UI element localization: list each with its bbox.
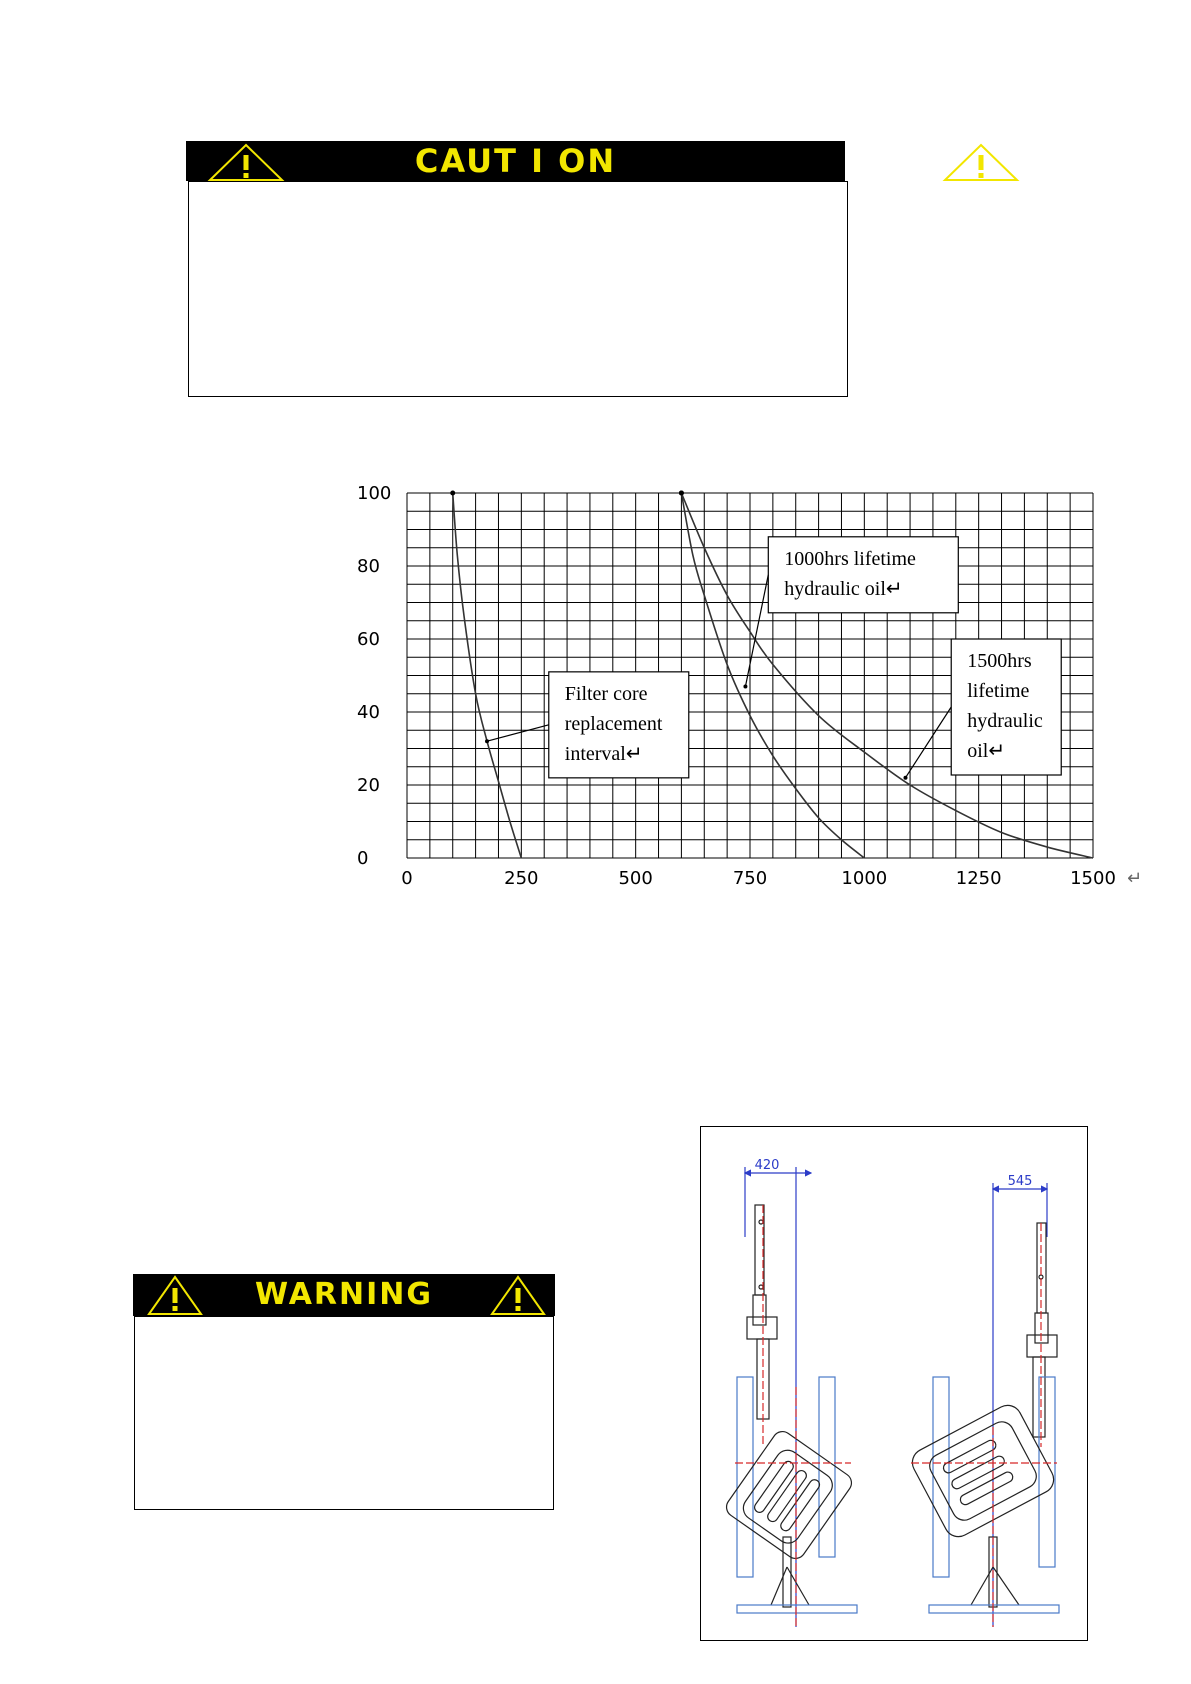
x-tick-label: 250: [504, 868, 539, 889]
series-start-point-filter: [450, 491, 455, 496]
x-tick-label: 1250: [955, 868, 1002, 889]
callout-text-filter: replacement: [564, 712, 663, 735]
right-assembly: [907, 1183, 1059, 1627]
y-tick-label: 80: [357, 556, 380, 577]
callout-leader-tip-oil1500: [903, 776, 907, 780]
caution-banner: [186, 141, 845, 181]
warning-triangle-icon: [488, 1274, 548, 1316]
warning-body: [134, 1316, 554, 1510]
warning-triangle-icon: [941, 141, 1021, 181]
callout-leader-tip-oil1000: [743, 684, 747, 688]
y-tick-label: 60: [357, 629, 380, 650]
callout-text-oil1500: 1500hrs: [967, 650, 1032, 672]
tilt-drawing: [701, 1127, 1087, 1640]
warning-banner: [133, 1274, 555, 1316]
tilt-angle-figure: [700, 1126, 1088, 1641]
y-tick-label: 100: [357, 483, 392, 504]
callout-text-oil1500: oil↵: [967, 740, 1006, 762]
y-tick-label: 20: [357, 775, 380, 796]
callout-leader-tip-filter: [485, 739, 489, 743]
callout-text-oil1000: hydraulic oil↵: [784, 577, 903, 600]
oil-life-chart: [340, 460, 1143, 900]
callout-text-oil1500: lifetime: [967, 680, 1030, 702]
caution-title: CAUT I ON: [414, 142, 617, 180]
callout-text-oil1500: hydraulic: [967, 710, 1043, 732]
y-tick-label: 0: [357, 848, 369, 869]
x-tick-suffix: ↵: [1127, 868, 1143, 889]
dimension-right-label: 545: [1007, 1174, 1033, 1189]
y-tick-label: 40: [357, 702, 380, 723]
callout-text-oil1000: 1000hrs lifetime: [784, 547, 916, 570]
callout-text-filter: Filter core: [564, 682, 648, 705]
x-tick-label: 1500: [1070, 868, 1116, 889]
series-start-point-oil1500: [679, 491, 684, 496]
x-tick-label: 0: [401, 868, 413, 889]
dimension-left-label: 420: [754, 1158, 780, 1173]
caution-body: [188, 181, 848, 397]
left-assembly: [723, 1167, 857, 1627]
warning-title: WARNING: [254, 1277, 434, 1312]
callout-text-filter: interval↵: [564, 742, 643, 765]
callout-leader-filter: [487, 725, 549, 741]
x-tick-label: 750: [732, 868, 768, 889]
x-tick-label: 1000: [841, 868, 888, 889]
x-tick-label: 500: [618, 868, 653, 889]
